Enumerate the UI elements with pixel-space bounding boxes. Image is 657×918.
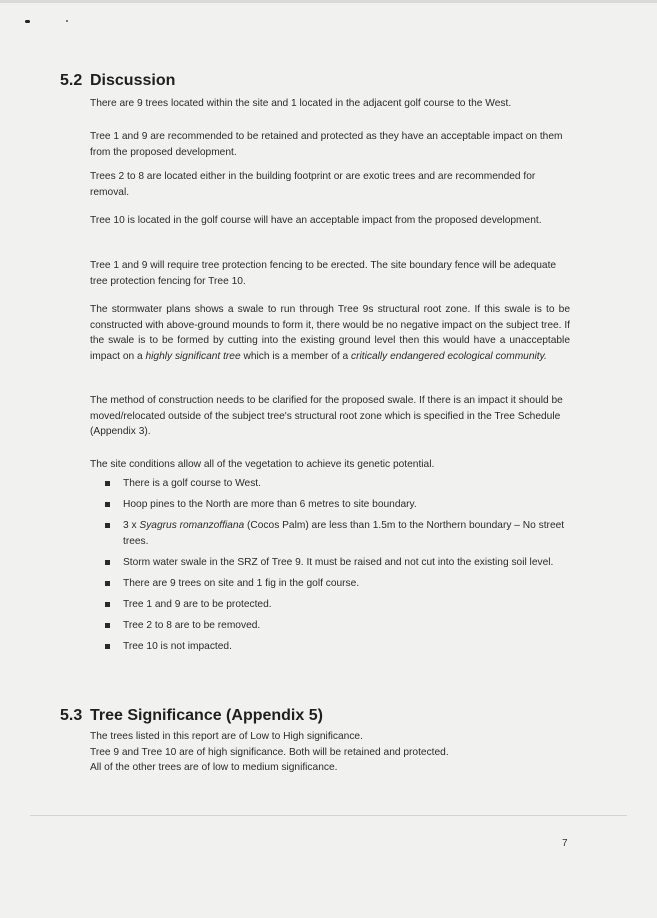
significance-line-other: All of the other trees are of low to medium significance. (90, 762, 338, 773)
scan-speck-mark-small (66, 20, 68, 22)
swale-emphasis-significant-tree: highly significant tree (145, 350, 241, 362)
paragraph-trees-located: There are 9 trees located within the site and 1 located in the adjacent golf course to the West. (90, 98, 512, 109)
paragraph-stormwater-swale (90, 302, 570, 364)
swale-emphasis-endangered-community: critically endangered ecological community. (351, 350, 547, 362)
paragraph-golf-course-tree: Tree 10 is located in the golf course will have an acceptable impact from the proposed development. (90, 215, 542, 226)
section-heading-discussion (60, 72, 175, 90)
square-bullet-icon (105, 644, 110, 649)
swale-text-part-2: which is a member of a (240, 350, 352, 362)
square-bullet-icon (105, 623, 110, 628)
paragraph-retained-trees: Tree 1 and 9 are recommended to be retained and protected as they have an acceptable impact on them from the proposed development. (90, 131, 563, 158)
list-item: Tree 2 to 8 are to be removed. (104, 618, 572, 634)
square-bullet-icon (105, 502, 110, 507)
paragraph-removal-trees: Trees 2 to 8 are located either in the building footprint or are exotic trees and are recommended for removal. (90, 171, 536, 198)
list-item: Hoop pines to the North are more than 6 metres to site boundary. (104, 497, 572, 513)
section-number: 5.2 (60, 72, 83, 89)
paragraph-site-conditions: The site conditions allow all of the vegetation to achieve its genetic potential. (90, 459, 435, 470)
section-heading-tree-significance (60, 707, 323, 725)
significance-line-range: The trees listed in this report are of Low to High significance. (90, 731, 363, 742)
list-item: There are 9 trees on site and 1 fig in the golf course. (104, 576, 572, 592)
section-title: Tree Significance (Appendix 5) (90, 707, 323, 724)
scan-speck-mark (25, 20, 30, 23)
list-item: There is a golf course to West. (104, 476, 572, 492)
square-bullet-icon (105, 602, 110, 607)
square-bullet-icon (105, 523, 110, 528)
list-item: Tree 1 and 9 are to be protected. (104, 597, 572, 613)
tree-significance-text (90, 729, 570, 776)
species-name: Syagrus romanzoffiana (139, 520, 245, 531)
scan-top-edge (0, 0, 657, 3)
list-item: Tree 10 is not impacted. (104, 639, 572, 655)
significance-line-high: Tree 9 and Tree 10 are of high significance. Both will be retained and protected. (90, 746, 449, 758)
footer-divider (30, 815, 627, 816)
site-conditions-bullet-list (104, 476, 572, 660)
paragraph-construction-method: The method of construction needs to be clarified for the proposed swale. If there is an impact it should be moved/relocated outside of the subject tree's structural root zone which is specified in the Tree Schedule (Appendix 3). (90, 395, 563, 437)
swale-text-part-1: The stormwater plans shows a swale to run through Tree 9s structural root zone. If this swale is to be constructed with above-ground mounds to form it, there would be no negative impact on the subject tree. If the swale is to be formed by cutting into the existing ground level then this would have a unacceptable impact on a (90, 304, 570, 362)
square-bullet-icon (105, 560, 110, 565)
list-item: 3 x Syagrus romanzoffiana (Cocos Palm) are less than 1.5m to the Northern boundary – No street trees. (104, 518, 572, 549)
list-item: Storm water swale in the SRZ of Tree 9. It must be raised and not cut into the existing soil level. (104, 555, 572, 571)
paragraph-protection-fencing: Tree 1 and 9 will require tree protection fencing to be erected. The site boundary fence will be adequate tree protection fencing for Tree 10. (90, 260, 557, 287)
section-title: Discussion (90, 72, 176, 89)
square-bullet-icon (105, 581, 110, 586)
page-number: 7 (562, 838, 568, 849)
square-bullet-icon (105, 481, 110, 486)
section-number: 5.3 (60, 707, 83, 724)
